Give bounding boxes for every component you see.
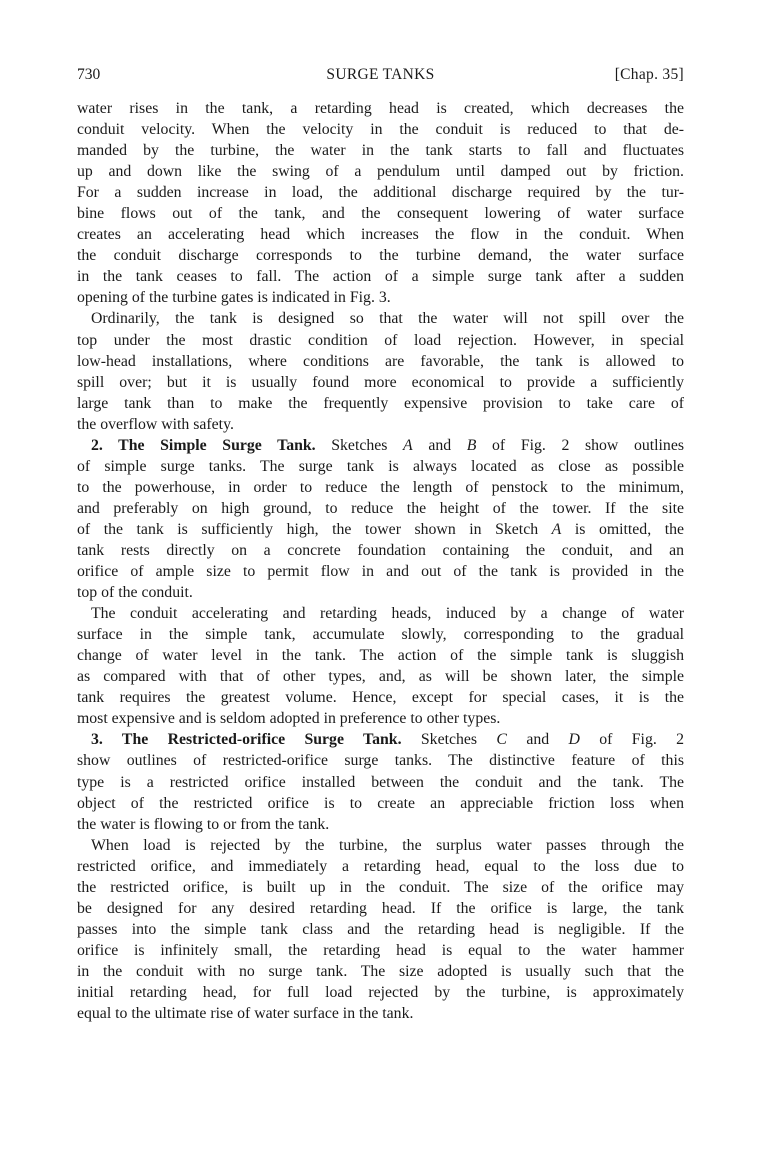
text-line: For a sudden increase in load, the additional discharge required by the tur-: [77, 184, 684, 202]
text-line: orifice is infinitely small, the retarding head is equal to the water hammer: [77, 941, 684, 959]
sketch-ref: C: [496, 731, 507, 749]
text-line: Ordinarily, the tank is designed so that the water will not spill over the: [91, 310, 684, 328]
text-line: The conduit accelerating and retarding heads, induced by a change of water: [91, 605, 684, 623]
text-line: [77, 519, 684, 540]
text-run: of Fig. 2: [599, 731, 685, 749]
text-line: to the powerhouse, in order to reduce the length of penstock to the minimum,: [77, 478, 684, 496]
paragraph-conduit-heads: [77, 603, 684, 729]
paragraph-continuation: [77, 98, 684, 308]
section-heading-line: [77, 729, 684, 750]
text-run: of Fig. 2 show outlines: [492, 436, 684, 454]
text-run: and: [428, 436, 452, 454]
running-title: SURGE TANKS: [326, 66, 435, 83]
text-line: be designed for any desired retarding head. If the orifice is large, the tank: [77, 899, 684, 917]
text-line: and preferably on high ground, to reduce the height of the tower. If the site: [77, 499, 684, 517]
text-line: low-head installations, where conditions are favorable, the tank is allowed to: [77, 352, 684, 370]
sketch-ref: A: [551, 520, 562, 538]
text-line: the water is flowing to or from the tank.: [77, 815, 330, 833]
text-line: initial retarding head, for full load rejected by the turbine, is approximately: [77, 983, 684, 1001]
text-line: conduit velocity. When the velocity in the conduit is reduced to that de-: [77, 121, 684, 139]
text-line: up and down like the swing of a pendulum until damped out by friction.: [77, 163, 684, 181]
text-line: top of the conduit.: [77, 584, 193, 602]
text-run: Sketches: [331, 436, 388, 454]
text-line: tank rests directly on a concrete foundation containing the conduit, and an: [77, 541, 684, 559]
text-line: show outlines of restricted-orifice surge tanks. The distinctive feature of this: [77, 752, 684, 770]
sketch-ref: A: [403, 436, 413, 454]
text-line: in the tank ceases to fall. The action of a simple surge tank after a sudden: [77, 268, 684, 286]
text-line: manded by the turbine, the water in the tank starts to fall and fluctuates: [77, 142, 684, 160]
section-restricted-orifice: [77, 729, 684, 834]
text-line: surface in the simple tank, accumulate slowly, corresponding to the gradual: [77, 626, 684, 644]
text-line: as compared with that of other types, and, as will be shown later, the simple: [77, 668, 684, 686]
section-heading: 3. The Restricted-orifice Surge Tank.: [91, 731, 402, 749]
text-line: bine flows out of the tank, and the consequent lowering of water surface: [77, 205, 684, 223]
paragraph-overflow: [77, 308, 684, 434]
text-line: tank requires the greatest volume. Hence, except for special cases, it is the: [77, 689, 684, 707]
sketch-ref: D: [568, 731, 580, 749]
text-line: object of the restricted orifice is to create an appreciable friction loss when: [77, 794, 684, 812]
text-run: of the tank is sufficiently high, the tower shown in Sketch: [77, 520, 539, 538]
text-run: is omitted, the: [574, 520, 684, 538]
text-line: creates an accelerating head which increases the flow in the conduit. When: [77, 226, 684, 244]
text-line: restricted orifice, and immediately a retarding head, equal to the loss due to: [77, 857, 684, 875]
text-line: most expensive and is seldom adopted in preference to other types.: [77, 710, 501, 728]
text-line: passes into the simple tank class and the retarding head is negligible. If the: [77, 920, 684, 938]
text-line: When load is rejected by the turbine, the surplus water passes through the: [91, 836, 684, 854]
text-line: opening of the turbine gates is indicated in Fig. 3.: [77, 289, 391, 307]
text-line: of simple surge tanks. The surge tank is always located as close as possible: [77, 457, 684, 475]
text-line: equal to the ultimate rise of water surface in the tank.: [77, 1005, 414, 1023]
text-line: change of water level in the tank. The action of the simple tank is sluggish: [77, 647, 684, 665]
text-run: Sketches: [420, 731, 478, 749]
text-line: large tank than to make the frequently expensive provision to take care of: [77, 394, 684, 412]
paragraph-load-rejection: [77, 835, 684, 1024]
text-line: in the conduit with no surge tank. The size adopted is usually such that the: [77, 962, 684, 980]
page-body: [77, 98, 684, 1024]
text-line: the restricted orifice, is built up in the conduit. The size of the orifice may: [77, 878, 684, 896]
text-line: the conduit discharge corresponds to the turbine demand, the water surface: [77, 247, 684, 265]
running-header: [77, 66, 684, 88]
page-number: 730: [77, 66, 101, 83]
section-simple-surge-tank: [77, 435, 684, 603]
text-line: water rises in the tank, a retarding head is created, which decreases the: [77, 100, 684, 117]
chapter-label: [Chap. 35]: [614, 66, 684, 83]
text-line: orifice of ample size to permit flow in and out of the tank is provided in the: [77, 563, 684, 581]
text-line: top under the most drastic condition of load rejection. However, in special: [77, 331, 684, 349]
sketch-ref: B: [466, 436, 477, 454]
text-run: and: [526, 731, 550, 749]
section-heading: 2. The Simple Surge Tank.: [91, 436, 316, 454]
section-heading-line: [77, 435, 684, 456]
text-line: type is a restricted orifice installed between the conduit and the tank. The: [77, 773, 684, 791]
text-line: the overflow with safety.: [77, 415, 234, 433]
text-line: spill over; but it is usually found more economical to provide a sufficiently: [77, 373, 684, 391]
